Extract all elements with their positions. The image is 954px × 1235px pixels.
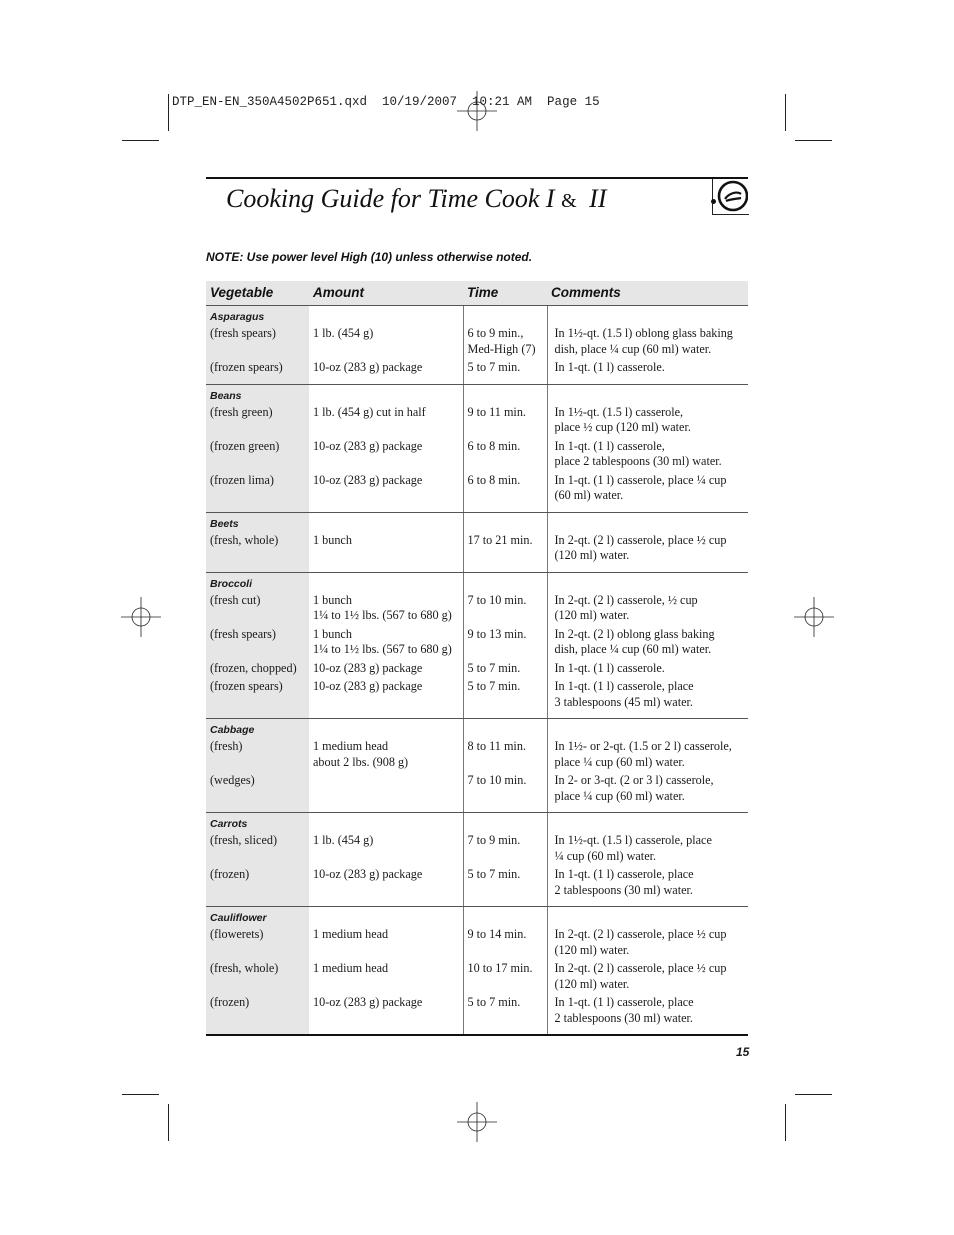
time-cell: 9 to 11 min.	[463, 405, 547, 439]
category-comment-cell	[547, 719, 748, 740]
table-row	[206, 679, 748, 719]
time-cell: 6 to 8 min.	[463, 439, 547, 473]
vegetable-cell: (fresh cut)	[206, 593, 309, 627]
title-rule	[206, 177, 748, 179]
print-slug: DTP_EN-EN_350A4502P651.qxd 10/19/2007 10:21 AM Page 15	[172, 95, 600, 109]
registration-mark-left-icon	[121, 597, 161, 637]
amount-cell: 1 lb. (454 g) cut in half	[309, 405, 463, 439]
amount-cell: 10-oz (283 g) package	[309, 439, 463, 473]
crop-mark	[785, 1104, 786, 1141]
crop-mark	[795, 140, 832, 141]
vegetable-cell: (frozen spears)	[206, 679, 309, 719]
comment-cell: In 1-qt. (1 l) casserole, place ¼ cup (60 ml) water.	[547, 473, 748, 513]
category-time-cell	[463, 719, 547, 740]
time-cell: 9 to 14 min.	[463, 927, 547, 961]
amount-cell: 1 medium head	[309, 927, 463, 961]
category-comment-cell	[547, 512, 748, 533]
comment-cell: In 2- or 3-qt. (2 or 3 l) casserole, place ¼ cup (60 ml) water.	[547, 773, 748, 813]
category-label: Broccoli	[206, 572, 309, 593]
table-row	[206, 927, 748, 961]
comment-cell: In 2-qt. (2 l) oblong glass baking dish, place ¼ cup (60 ml) water.	[554, 626, 715, 656]
amount-cell: 10-oz (283 g) package	[309, 867, 463, 907]
time-cell: 7 to 10 min.	[463, 773, 547, 813]
time-cell: 6 to 8 min.	[463, 473, 547, 513]
category-row	[206, 384, 748, 405]
vegetable-cell: (frozen lima)	[206, 473, 309, 513]
time-cell: 8 to 11 min.	[463, 739, 547, 773]
table-row	[206, 833, 748, 867]
table-row	[206, 405, 748, 439]
category-label: Cauliflower	[206, 907, 309, 928]
table-row	[206, 326, 748, 360]
category-label: Cabbage	[206, 719, 309, 740]
amount-cell: 1 medium head about 2 lbs. (908 g)	[309, 739, 463, 773]
comment-cell: In 1-qt. (1 l) casserole, place 3 tablespoons (45 ml) water.	[547, 679, 748, 719]
time-cell: 5 to 7 min.	[463, 661, 547, 680]
amount-cell: 1 bunch 1¼ to 1½ lbs. (567 to 680 g)	[309, 593, 463, 627]
amount-cell: 1 medium head	[309, 961, 463, 995]
category-time-cell	[463, 306, 547, 327]
comment-cell: In 1½-qt. (1.5 l) oblong glass baking dish, place ¼ cup (60 ml) water.	[554, 326, 733, 356]
comment-cell: In 1½-qt. (1.5 l) casserole, place ½ cup (120 ml) water.	[554, 404, 691, 434]
table-row	[206, 867, 748, 907]
title-ampersand: &	[561, 190, 577, 212]
vegetable-cell: (fresh spears)	[206, 627, 309, 661]
logo-box	[712, 179, 749, 215]
category-amount-cell	[309, 813, 463, 834]
vegetable-cell: (frozen, chopped)	[206, 661, 309, 680]
comment-cell: In 2-qt. (2 l) casserole, ½ cup (120 ml) water.	[554, 592, 698, 622]
vegetable-cell: (frozen)	[206, 995, 309, 1035]
category-row	[206, 813, 748, 834]
comment-cell: In 1-qt. (1 l) casserole, place 2 tablespoons (30 ml) water.	[547, 995, 748, 1035]
category-row	[206, 306, 748, 327]
title-second: II	[589, 184, 607, 213]
crop-mark	[122, 140, 159, 141]
amount-cell: 1 bunch 1¼ to 1½ lbs. (567 to 680 g)	[309, 627, 463, 661]
time-cell: 17 to 21 min.	[463, 533, 547, 573]
table-row	[206, 360, 748, 384]
category-time-cell	[463, 384, 547, 405]
vegetable-cell: (flowerets)	[206, 927, 309, 961]
comment-cell: In 1-qt. (1 l) casserole.	[554, 660, 665, 675]
category-amount-cell	[309, 512, 463, 533]
vegetable-cell: (fresh)	[206, 739, 309, 773]
category-label: Asparagus	[206, 306, 309, 327]
comment-cell: In 1-qt. (1 l) casserole, place 2 tablespoons (30 ml) water.	[554, 438, 722, 468]
comment-cell: In 1-qt. (1 l) casserole.	[547, 360, 748, 384]
time-cell: 5 to 7 min.	[463, 867, 547, 907]
category-comment-cell	[547, 384, 748, 405]
comment-cell: In 1½- or 2-qt. (1.5 or 2 l) casserole, place ¼ cup (60 ml) water.	[554, 739, 732, 769]
category-time-cell	[463, 512, 547, 533]
table-row	[206, 593, 748, 627]
registration-mark-right-icon	[794, 597, 834, 637]
table-header-row	[206, 281, 748, 306]
time-cell: 5 to 7 min.	[463, 360, 547, 384]
header-time: Time	[463, 281, 547, 306]
category-time-cell	[463, 572, 547, 593]
vegetable-cell: (fresh spears)	[206, 326, 309, 360]
category-amount-cell	[309, 384, 463, 405]
power-level-note: NOTE: Use power level High (10) unless otherwise noted.	[206, 250, 533, 264]
category-amount-cell	[309, 907, 463, 928]
crop-mark	[795, 1094, 832, 1095]
category-amount-cell	[309, 572, 463, 593]
table-row	[206, 627, 748, 661]
amount-cell: 10-oz (283 g) package	[309, 661, 463, 680]
category-label: Beets	[206, 512, 309, 533]
vegetable-cell: (fresh, sliced)	[206, 833, 309, 867]
category-comment-cell	[547, 572, 748, 593]
table-row	[206, 661, 748, 680]
vegetable-cell: (fresh green)	[206, 405, 309, 439]
time-cell: 9 to 13 min.	[463, 627, 547, 661]
comment-cell: In 2-qt. (2 l) casserole, place ½ cup (120 ml) water.	[547, 533, 748, 573]
comment-cell: In 1½-qt. (1.5 l) casserole, place ¼ cup (60 ml) water.	[554, 833, 712, 863]
comment-cell: In 2-qt. (2 l) casserole, place ½ cup (120 ml) water.	[554, 927, 727, 957]
category-row	[206, 512, 748, 533]
category-row	[206, 907, 748, 928]
vegetable-cell: (frozen green)	[206, 439, 309, 473]
comment-cell: In 1-qt. (1 l) casserole, place 2 tablespoons (30 ml) water.	[547, 867, 748, 907]
category-comment-cell	[547, 907, 748, 928]
category-time-cell	[463, 813, 547, 834]
crop-mark	[122, 1094, 159, 1095]
table-body	[206, 306, 748, 1036]
table-row	[206, 995, 748, 1035]
category-label: Carrots	[206, 813, 309, 834]
header-vegetable: Vegetable	[206, 281, 309, 306]
category-amount-cell	[309, 306, 463, 327]
cooking-guide-table	[206, 281, 748, 1036]
amount-cell: 1 lb. (454 g)	[309, 326, 463, 360]
crop-mark	[785, 94, 786, 131]
vegetable-cell: (frozen spears)	[206, 360, 309, 384]
table-row	[206, 473, 748, 513]
table-row	[206, 533, 748, 573]
category-row	[206, 719, 748, 740]
time-cell: 7 to 10 min.	[463, 593, 547, 627]
page-number: 15	[736, 1045, 750, 1059]
category-row	[206, 572, 748, 593]
vegetable-cell: (frozen)	[206, 867, 309, 907]
registration-mark-top-icon	[457, 91, 497, 131]
category-time-cell	[463, 907, 547, 928]
category-label: Beans	[206, 384, 309, 405]
vegetable-cell: (fresh, whole)	[206, 961, 309, 995]
amount-cell: 1 lb. (454 g)	[309, 833, 463, 867]
table-row	[206, 773, 748, 813]
crop-mark	[168, 1104, 169, 1141]
amount-cell: 10-oz (283 g) package	[309, 995, 463, 1035]
category-comment-cell	[547, 306, 748, 327]
amount-cell: 10-oz (283 g) package	[309, 679, 463, 719]
vegetable-cell: (wedges)	[206, 773, 309, 813]
table-row	[206, 739, 748, 773]
title-main: Cooking Guide for Time Cook I	[226, 184, 555, 213]
amount-cell	[309, 773, 463, 813]
table-row	[206, 961, 748, 995]
time-cell: 5 to 7 min.	[463, 995, 547, 1035]
table-row	[206, 439, 748, 473]
time-cell: 5 to 7 min.	[463, 679, 547, 719]
header-amount: Amount	[309, 281, 463, 306]
page-title	[226, 184, 606, 214]
amount-cell: 10-oz (283 g) package	[309, 360, 463, 384]
registration-mark-bottom-icon	[457, 1102, 497, 1142]
time-cell: 7 to 9 min.	[463, 833, 547, 867]
category-amount-cell	[309, 719, 463, 740]
amount-cell: 10-oz (283 g) package	[309, 473, 463, 513]
category-comment-cell	[547, 813, 748, 834]
header-comments: Comments	[547, 281, 748, 306]
ge-logo-icon	[714, 179, 748, 213]
crop-mark	[168, 94, 169, 131]
bullet-dot	[711, 199, 716, 204]
comment-cell: In 2-qt. (2 l) casserole, place ½ cup (120 ml) water.	[554, 961, 727, 991]
time-cell: 6 to 9 min., Med-High (7)	[463, 326, 547, 360]
vegetable-cell: (fresh, whole)	[206, 533, 309, 573]
time-cell: 10 to 17 min.	[463, 961, 547, 995]
amount-cell: 1 bunch	[309, 533, 463, 573]
